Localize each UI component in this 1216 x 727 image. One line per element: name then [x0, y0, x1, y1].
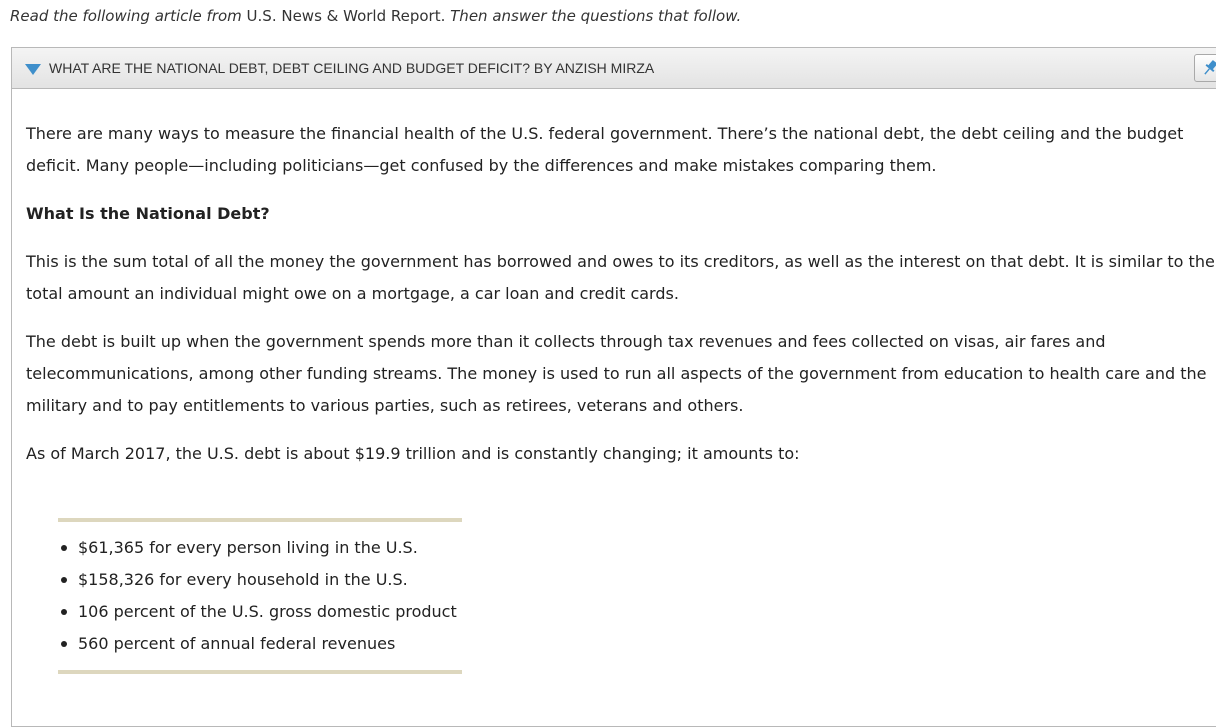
paragraph-buildup: The debt is built up when the government spends more than it collects through tax revenues and fees collected on visas, air fares and telecommunications, among other funding streams. The money is used to run all aspects of the government from education to health care and the military and to pay entitlements to various parties, such as retirees, veterans and others. — [26, 332, 1207, 415]
paragraph-definition: This is the sum total of all the money the government has borrowed and owes to its creditors, as well as the interest on that debt. It is similar to the total amount an individual might owe on a mortgage, a car loan and credit cards. — [26, 252, 1215, 303]
divider-bottom — [58, 670, 462, 674]
list-item: $61,365 for every person living in the U.S. — [58, 532, 457, 564]
article-panel — [11, 47, 1216, 727]
debt-stats-list — [58, 532, 457, 660]
paragraph-amount: As of March 2017, the U.S. debt is about $19.9 trillion and is constantly changing; it amounts to: — [26, 444, 800, 463]
triangle-down-icon[interactable] — [25, 64, 41, 75]
paragraph-intro: There are many ways to measure the financial health of the U.S. federal government. There’s the national debt, the debt ceiling and the budget deficit. Many people—including politicians—get confused by the differences and make mistakes comparing them. — [26, 124, 1184, 175]
section-heading: What Is the National Debt? — [26, 204, 270, 223]
panel-header[interactable] — [12, 48, 1216, 89]
pin-button[interactable] — [1194, 54, 1216, 82]
instructions-part2: Then answer the questions that follow. — [445, 7, 742, 25]
instructions — [10, 6, 741, 26]
source-name: U.S. News & World Report. — [246, 7, 446, 25]
list-item: 106 percent of the U.S. gross domestic product — [58, 596, 457, 628]
list-item: 560 percent of annual federal revenues — [58, 628, 457, 660]
divider-top — [58, 518, 462, 522]
list-item: $158,326 for every household in the U.S. — [58, 564, 457, 596]
pin-icon — [1201, 59, 1216, 77]
instructions-part1: Read the following article from — [10, 7, 247, 25]
panel-title[interactable]: WHAT ARE THE NATIONAL DEBT, DEBT CEILING AND BUDGET DEFICIT? BY ANZISH MIRZA — [49, 60, 655, 76]
